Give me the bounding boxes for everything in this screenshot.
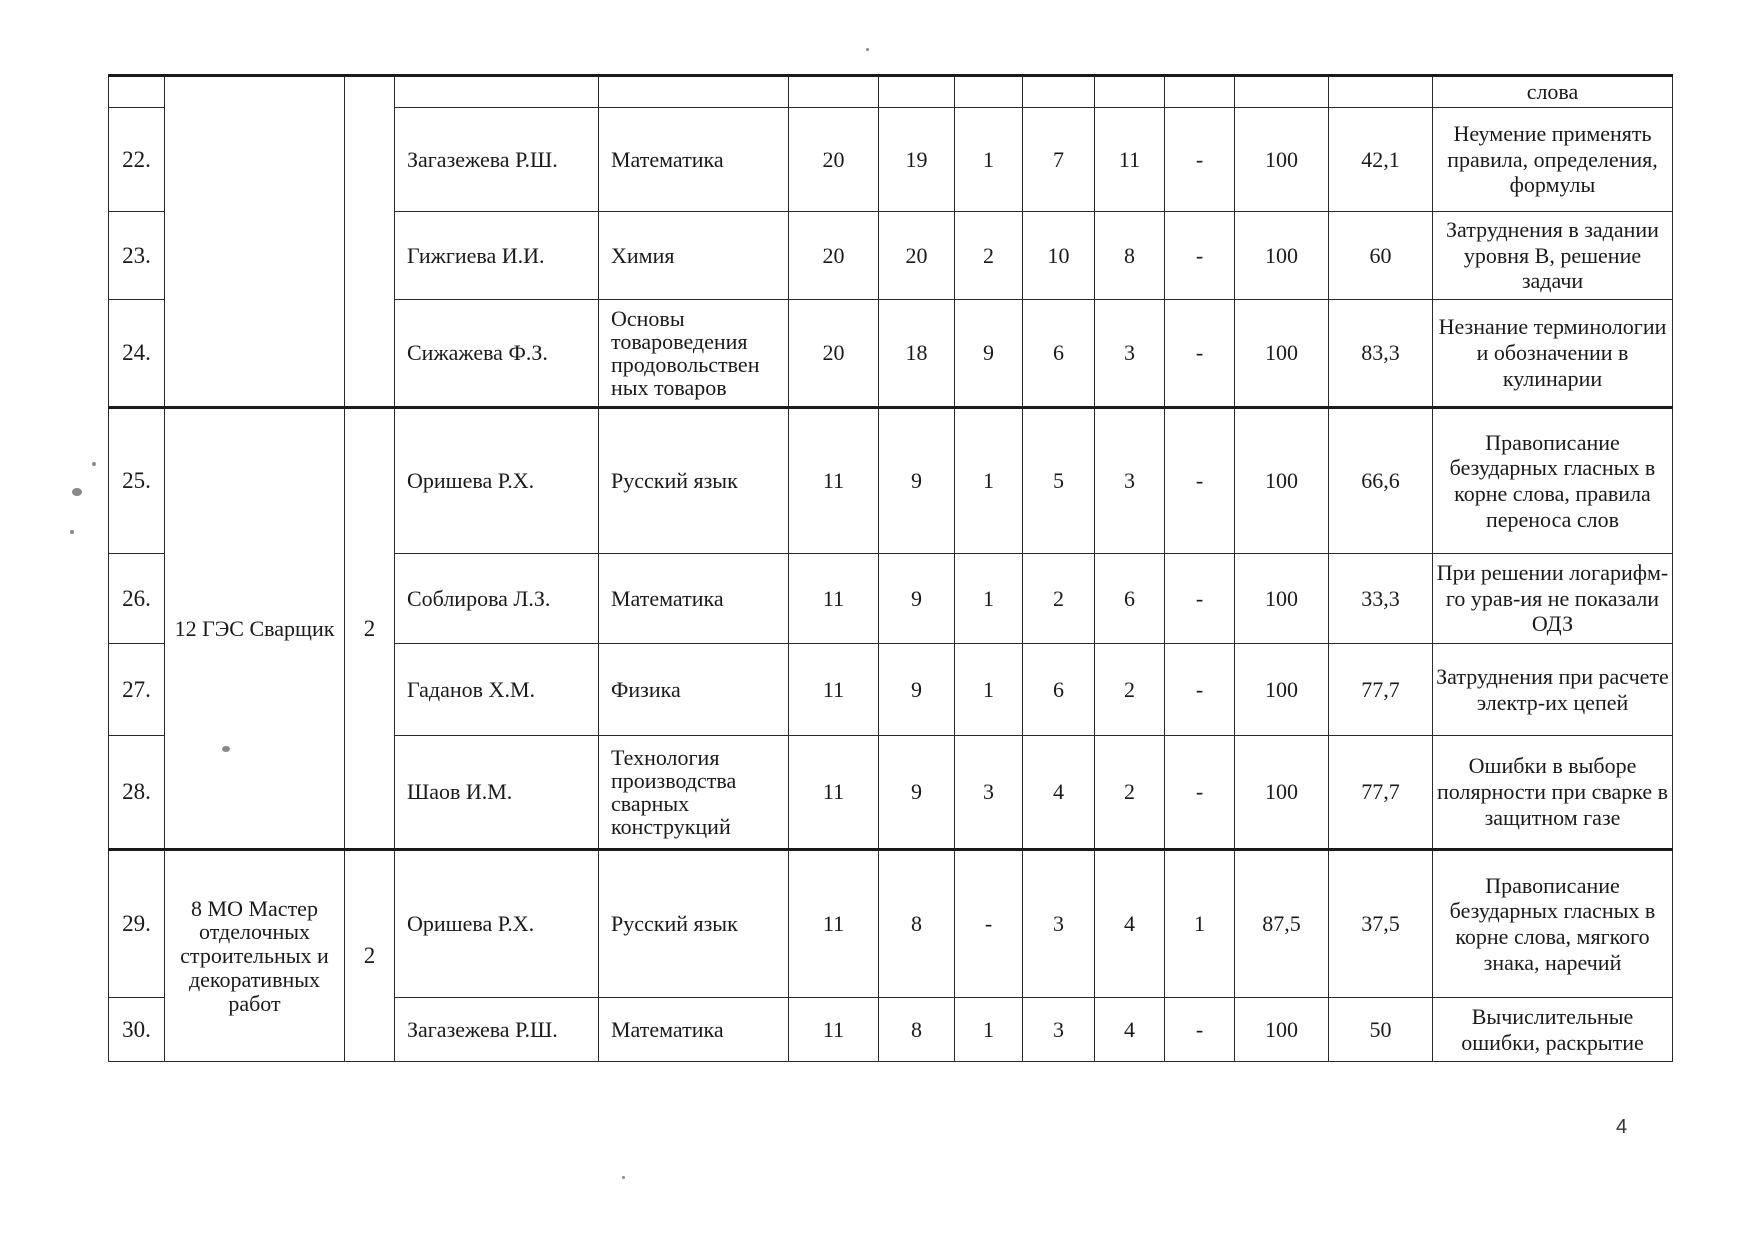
cell-grade-3: 3 (1095, 300, 1165, 408)
cell-quality: 83,3 (1329, 300, 1433, 408)
cell-quality: 77,7 (1329, 644, 1433, 736)
cell-empty (1329, 76, 1433, 108)
cell-subject: Математика (599, 554, 789, 644)
cell-grade-4: 4 (1023, 736, 1095, 850)
cell-row-number: 30. (109, 998, 165, 1062)
scan-speck (222, 746, 230, 752)
cell-wrote: 8 (879, 850, 955, 998)
cell-success: 100 (1235, 998, 1329, 1062)
cell-grade-4: 5 (1023, 408, 1095, 554)
cell-empty (165, 76, 345, 108)
cell-success: 100 (1235, 108, 1329, 212)
cell-grade-2: - (1165, 736, 1235, 850)
cell-grade-4: 7 (1023, 108, 1095, 212)
cell-grade-3: 2 (1095, 644, 1165, 736)
table-row (109, 108, 1673, 212)
cell-grade-5: 9 (955, 300, 1023, 408)
cell-empty (599, 76, 789, 108)
cell-success: 100 (1235, 554, 1329, 644)
cell-note: Затруднения в задании уровня В, решение задачи (1433, 212, 1673, 300)
cell-grade-2: - (1165, 554, 1235, 644)
cell-note: Правописание безударных гласных в корне слова, правила переноса слов (1433, 408, 1673, 554)
cell-grade-3: 6 (1095, 554, 1165, 644)
cell-wrote: 18 (879, 300, 955, 408)
cell-total: 11 (789, 736, 879, 850)
cell-grade-3: 2 (1095, 736, 1165, 850)
page-number: 4 (1616, 1116, 1628, 1138)
cell-course: 2 (345, 408, 395, 850)
cell-grade-3: 4 (1095, 998, 1165, 1062)
cell-teacher: Оришева Р.Х. (395, 408, 599, 554)
cell-teacher: Соблирова Л.З. (395, 554, 599, 644)
cell-course-empty (345, 108, 395, 408)
cell-teacher: Оришева Р.Х. (395, 850, 599, 998)
cell-empty (1095, 76, 1165, 108)
cell-grade-2: - (1165, 998, 1235, 1062)
scan-speck (92, 462, 96, 466)
cell-grade-3: 8 (1095, 212, 1165, 300)
cell-note: Вычислительные ошибки, раскрытие (1433, 998, 1673, 1062)
cell-note: Неумение применять правила, определения, формулы (1433, 108, 1673, 212)
results-table (108, 74, 1673, 1062)
cell-note: Правописание безударных гласных в корне слова, мягкого знака, наречий (1433, 850, 1673, 998)
cell-row-number: 22. (109, 108, 165, 212)
cell-row-number: 29. (109, 850, 165, 998)
table-row (109, 76, 1673, 108)
cell-grade-2: - (1165, 108, 1235, 212)
cell-grade-2: 1 (1165, 850, 1235, 998)
cell-wrote: 9 (879, 554, 955, 644)
cell-teacher: Шаов И.М. (395, 736, 599, 850)
cell-subject: Русский язык (599, 408, 789, 554)
cell-grade-4: 6 (1023, 644, 1095, 736)
cell-grade-4: 10 (1023, 212, 1095, 300)
cell-subject: Химия (599, 212, 789, 300)
cell-note: слова (1433, 76, 1673, 108)
cell-quality: 42,1 (1329, 108, 1433, 212)
cell-note: Затруднения при расчете электр-их цепей (1433, 644, 1673, 736)
cell-row-number: 24. (109, 300, 165, 408)
cell-grade-5: 2 (955, 212, 1023, 300)
cell-quality: 33,3 (1329, 554, 1433, 644)
cell-success: 100 (1235, 212, 1329, 300)
cell-teacher: Сижажева Ф.З. (395, 300, 599, 408)
cell-course: 2 (345, 850, 395, 1062)
scan-speck (72, 488, 82, 496)
cell-subject: Основы товароведения продовольствен ных товаров (599, 300, 789, 408)
cell-quality: 77,7 (1329, 736, 1433, 850)
cell-empty (789, 76, 879, 108)
cell-note: Незнание терминологии и обозначении в кулинарии (1433, 300, 1673, 408)
cell-total: 11 (789, 998, 879, 1062)
cell-quality: 37,5 (1329, 850, 1433, 998)
cell-grade-3: 11 (1095, 108, 1165, 212)
cell-empty (1023, 76, 1095, 108)
cell-teacher: Загазежева Р.Ш. (395, 108, 599, 212)
cell-grade-4: 3 (1023, 850, 1095, 998)
cell-group-name: 12 ГЭС Сварщик (165, 408, 345, 850)
cell-success: 100 (1235, 736, 1329, 850)
cell-wrote: 20 (879, 212, 955, 300)
cell-grade-2: - (1165, 300, 1235, 408)
cell-wrote: 8 (879, 998, 955, 1062)
cell-subject: Физика (599, 644, 789, 736)
cell-success: 87,5 (1235, 850, 1329, 998)
cell-grade-2: - (1165, 212, 1235, 300)
cell-total: 20 (789, 300, 879, 408)
cell-quality: 50 (1329, 998, 1433, 1062)
cell-empty (1165, 76, 1235, 108)
cell-subject: Математика (599, 998, 789, 1062)
cell-empty (955, 76, 1023, 108)
cell-empty (395, 76, 599, 108)
cell-success: 100 (1235, 300, 1329, 408)
cell-subject: Математика (599, 108, 789, 212)
scan-speck (866, 48, 869, 51)
cell-grade-4: 2 (1023, 554, 1095, 644)
cell-empty (1235, 76, 1329, 108)
cell-grade-3: 3 (1095, 408, 1165, 554)
cell-quality: 66,6 (1329, 408, 1433, 554)
scan-speck (70, 530, 74, 534)
cell-total: 11 (789, 554, 879, 644)
cell-grade-5: - (955, 850, 1023, 998)
cell-empty (879, 76, 955, 108)
cell-total: 20 (789, 108, 879, 212)
cell-grade-2: - (1165, 644, 1235, 736)
cell-row-number: 28. (109, 736, 165, 850)
cell-row-number: 23. (109, 212, 165, 300)
cell-teacher: Гаданов Х.М. (395, 644, 599, 736)
cell-subject: Русский язык (599, 850, 789, 998)
cell-note: Ошибки в выборе полярности при сварке в защитном газе (1433, 736, 1673, 850)
cell-success: 100 (1235, 644, 1329, 736)
cell-grade-5: 1 (955, 554, 1023, 644)
cell-group-name: 8 МО Мастер отделочных строительных и декоративных работ (165, 850, 345, 1062)
cell-teacher: Гижгиева И.И. (395, 212, 599, 300)
cell-grade-2: - (1165, 408, 1235, 554)
table-row (109, 850, 1673, 998)
cell-note: При решении логарифм-го урав-ия не показали ОДЗ (1433, 554, 1673, 644)
cell-wrote: 9 (879, 736, 955, 850)
cell-quality: 60 (1329, 212, 1433, 300)
cell-wrote: 19 (879, 108, 955, 212)
cell-subject: Технология производства сварных конструкций (599, 736, 789, 850)
cell-row-number: 26. (109, 554, 165, 644)
cell-grade-3: 4 (1095, 850, 1165, 998)
cell-grade-5: 1 (955, 108, 1023, 212)
cell-grade-4: 3 (1023, 998, 1095, 1062)
cell-success: 100 (1235, 408, 1329, 554)
cell-grade-5: 1 (955, 998, 1023, 1062)
cell-total: 11 (789, 408, 879, 554)
scan-speck (622, 1176, 625, 1179)
table-row (109, 408, 1673, 554)
cell-empty (109, 76, 165, 108)
cell-grade-5: 1 (955, 408, 1023, 554)
cell-empty (345, 76, 395, 108)
cell-row-number: 25. (109, 408, 165, 554)
cell-row-number: 27. (109, 644, 165, 736)
cell-grade-5: 1 (955, 644, 1023, 736)
cell-wrote: 9 (879, 408, 955, 554)
cell-total: 11 (789, 850, 879, 998)
cell-group-empty (165, 108, 345, 408)
cell-grade-5: 3 (955, 736, 1023, 850)
cell-total: 11 (789, 644, 879, 736)
cell-teacher: Загазежева Р.Ш. (395, 998, 599, 1062)
cell-grade-4: 6 (1023, 300, 1095, 408)
cell-total: 20 (789, 212, 879, 300)
cell-wrote: 9 (879, 644, 955, 736)
